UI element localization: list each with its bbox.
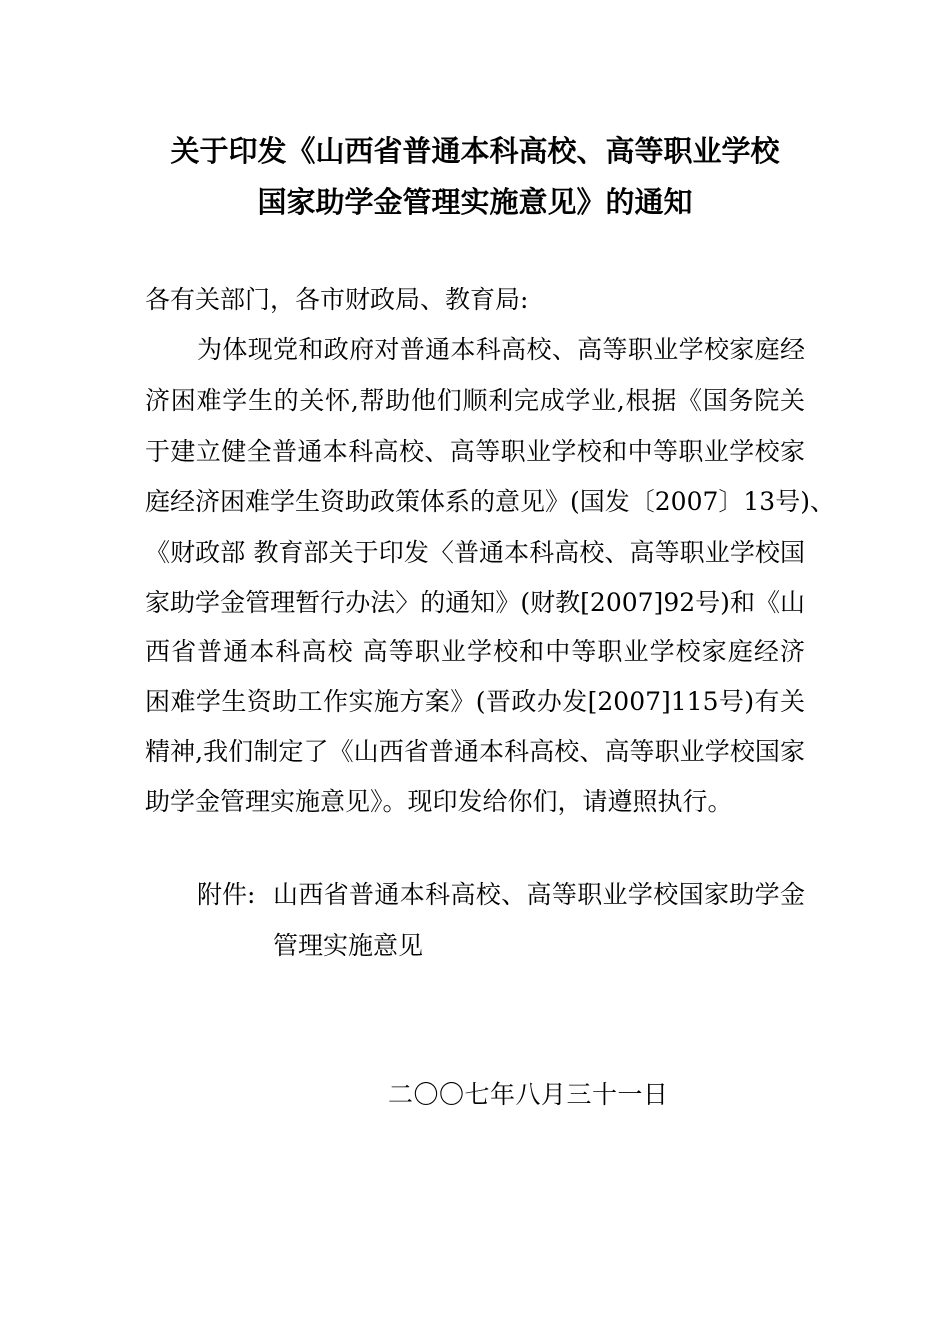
issue-date: 二〇〇七年八月三十一日 (388, 1080, 669, 1109)
document-title-line-2: 国家助学金管理实施意见》的通知 (257, 185, 693, 219)
body-line: 庭经济困难学生资助政策体系的意见》(国发〔2007〕13号)、 (145, 487, 835, 516)
attachment-label: 附件: (197, 880, 256, 909)
body-line: 济困难学生的关怀,帮助他们顺利完成学业,根据《国务院关 (145, 386, 805, 415)
body-line: 助学金管理实施意见》。现印发给你们，请遵照执行。 (145, 787, 733, 816)
salutation: 各有关部门，各市财政局、教育局: (145, 285, 529, 314)
body-line: 《财政部 教育部关于印发〈普通本科高校、高等职业学校国 (145, 538, 805, 567)
body-line: 家助学金管理暂行办法〉的通知》(财教[2007]92号)和《山 (145, 588, 805, 617)
body-line: 困难学生资助工作实施方案》(晋政办发[2007]115号)有关 (145, 687, 805, 716)
attachment-title-line-1: 山西省普通本科高校、高等职业学校国家助学金 (273, 880, 805, 909)
body-line: 精神,我们制定了《山西省普通本科高校、高等职业学校国家 (145, 737, 805, 766)
body-line: 为体现党和政府对普通本科高校、高等职业学校家庭经 (197, 335, 805, 364)
body-line: 于建立健全普通本科高校、高等职业学校和中等职业学校家 (145, 437, 805, 466)
attachment-title-line-2: 管理实施意见 (273, 931, 424, 960)
body-line: 西省普通本科高校 高等职业学校和中等职业学校家庭经济 (145, 637, 805, 666)
document-title-line-1: 关于印发《山西省普通本科高校、高等职业学校 (170, 134, 780, 168)
